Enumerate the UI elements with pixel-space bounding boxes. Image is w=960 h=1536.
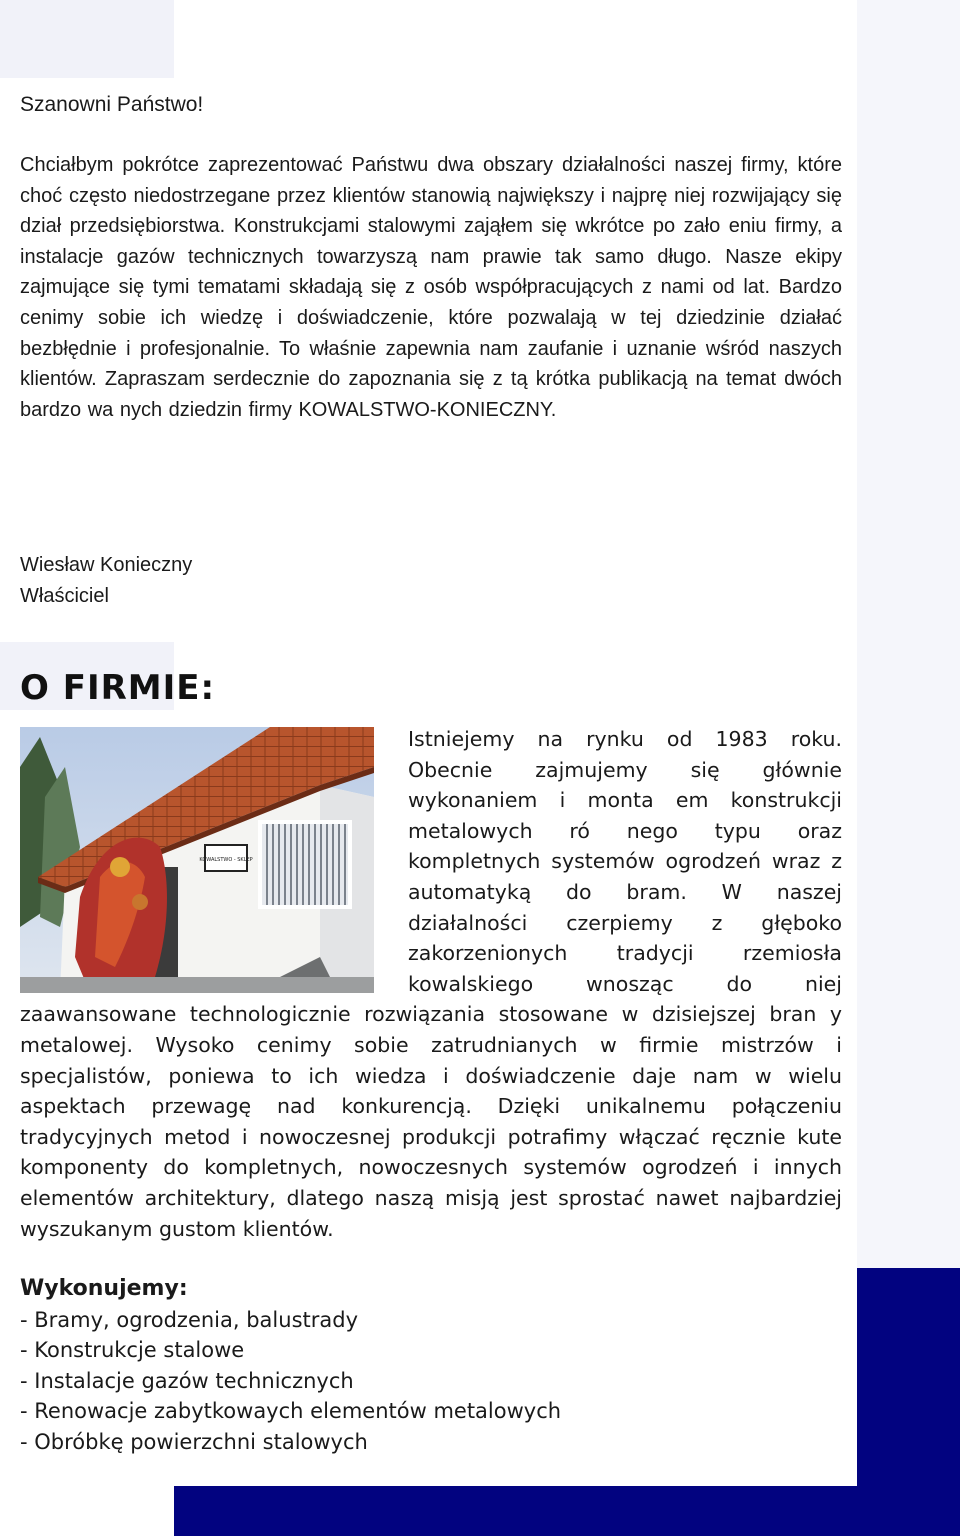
letter-body: Chciałbym pokrótce zaprezentować Państwu dwa obszary działalności naszej firmy, które choć często niedostrzegane przez klientów stanowią największy i najprę niej rozwijający się dział przedsiębiorstwa. Konstrukcjami stalowymi zająłem się wkrótce po zało eniu firmy, a instalacje gazów technicznych towarzyszą nam prawie tak samo długo. Nasze ekipy zajmujące się tymi tematami składają się z osób współpracujących z nami od lat. Bardzo cenimy sobie ich wiedzę i doświadczenie, które pozwalają w tej dziedzinie działać bezbłędnie i profesjonalnie. To właśnie zapewnia nam zaufanie i uznanie wśród naszych klientów. Zapraszam serdecznie do zapoznania się z tą krótka publikacją na temat dwóch bardzo wa nych dziedzin firmy KOWALSTWO-KONIECZNY.: [20, 154, 842, 421]
services-section: [20, 1274, 561, 1458]
about-text: Istniejemy na rynku od 1983 roku. Obecnie zajmujemy się głównie wykonaniem i monta em konstrukcji metalowych ró nego typu oraz kompletnych systemów ogrodzeń wraz z automatyką do bram. W naszej działalności czerpiemy z głęboko zakorzenionych tradycji rzemiosła kowalskiego wnosząc do niej zaawansowane technologicznie rozwiązania stosowane w dzisiejszej bran y metalowej. Wysoko cenimy sobie zatrudnianych w firmie mistrzów i specjalistów, poniewa to ich wiedza i doświadczenie daje nam w wielu aspektach przewagę nad konkurencją. Dzięki unikalnemu połączeniu tradycyjnych metod i nowoczesnej produkcji potrafimy włączać ręcznie kute komponenty do kompletnych, nowoczesnych systemów ogrodzeń i innych elementów architektury, dlatego naszą misją jest sprostać nawet najbardziej wyszukanym gustom klientów.: [20, 727, 842, 1241]
signature-block: [20, 550, 192, 611]
building-illustration: [20, 727, 374, 993]
service-item: - Renowacje zabytkowaych elementów metalowych: [20, 1399, 562, 1424]
decor-pale-strip-right: [857, 0, 960, 1268]
signature-role: Właściciel: [20, 584, 109, 607]
about-heading: O FIRMIE:: [20, 668, 216, 708]
company-building-photo: [20, 727, 374, 993]
decor-pale-block-top: [0, 0, 174, 78]
services-heading: Wykonujemy:: [20, 1276, 188, 1301]
photo-sign-text: KOWALSTWO - SKLEP: [199, 857, 253, 863]
about-section: [20, 724, 842, 1244]
letter-greeting: Szanowni Państwo!: [20, 93, 204, 116]
service-item: - Obróbkę powierzchni stalowych: [20, 1429, 368, 1454]
letter-section: [20, 90, 842, 425]
signature-name: Wiesław Konieczny: [20, 554, 193, 576]
decor-navy-band-bottom: [174, 1486, 960, 1536]
service-item: - Konstrukcje stalowe: [20, 1338, 245, 1363]
services-list: [20, 1305, 561, 1458]
service-item: - Bramy, ogrodzenia, balustrady: [20, 1307, 359, 1332]
service-item: - Instalacje gazów technicznych: [20, 1368, 354, 1393]
